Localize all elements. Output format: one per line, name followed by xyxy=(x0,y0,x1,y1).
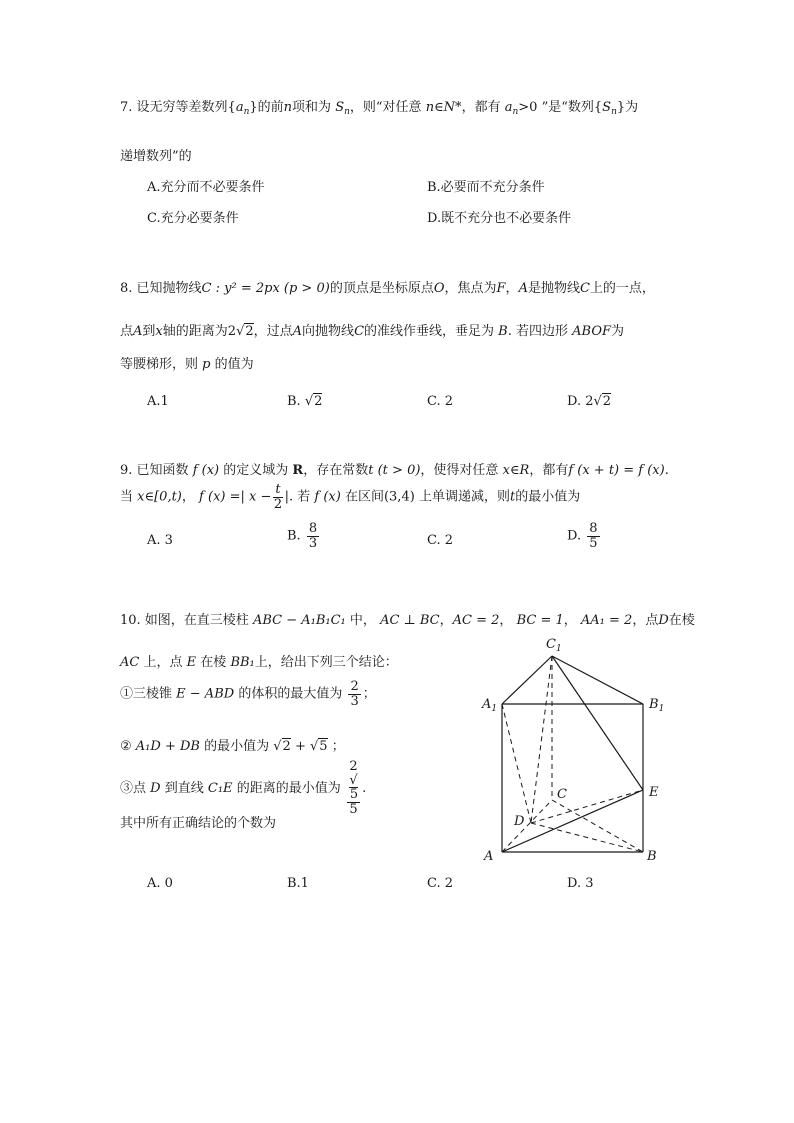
edge-c-b xyxy=(552,800,643,852)
q9-line-2: 当 x∈[0,t)， f (x) =| x − $\frac{t}{2}$ |. 若 f (x) 在区间(3,4) 上单调递减，则t的最小值为 xyxy=(120,482,581,512)
q9-option-d[interactable]: D. $\frac{8}{5}$ xyxy=(567,521,598,551)
q9-option-b[interactable]: B. $\frac{8}{3}$ xyxy=(287,521,318,551)
q7-line-1: 7. 设无穷等差数列$\{a_n\}$的前n项和为 $S_n$，则“对任意 n∈N*，都有 $a_n>0$ ”是“数列$\{S_n\}$为 xyxy=(120,100,639,117)
label-d: D xyxy=(514,814,525,829)
q9-line-1: 9. 已知函数 f (x) 的定义域为 R，存在常数t (t > 0)，使得对任意 x∈R，都有f (x + t) = f (x). xyxy=(120,463,669,478)
q10-option-b[interactable]: B.1 xyxy=(287,876,309,891)
q8-option-c[interactable]: C. 2 xyxy=(427,394,454,409)
q10-conclusion-1: ①三棱锥 E − ABD 的体积的最大值为 $\frac{2}{3}$ ； xyxy=(120,679,376,709)
q8-line-2: 点A到x轴的距离为2√2，过点A向抛物线C的准线作垂线，垂足为 B. 若四边形 ABOF为 xyxy=(120,324,625,339)
q7-option-d[interactable]: D.既不充分也不必要条件 xyxy=(427,211,572,226)
q7-line-2: 递增数列”的 xyxy=(120,149,192,164)
q10-conclusion-2: ② A₁D + DB 的最小值为 √2 + √5 ； xyxy=(120,739,345,754)
q10-option-c[interactable]: C. 2 xyxy=(427,876,454,891)
edge-a1-d xyxy=(502,704,531,823)
q10-line-2: AC 上，点 E 在棱 BB₁上，给出下列三个结论： xyxy=(120,655,398,670)
q10-line-6: 其中所有正确结论的个数为 xyxy=(120,816,277,831)
q8-option-b[interactable]: B. √2 xyxy=(287,394,323,409)
edge-c1-b1 xyxy=(552,656,643,704)
q9-option-a[interactable]: A. 3 xyxy=(147,533,173,548)
label-a1: $A_1$ xyxy=(482,697,498,714)
q10-option-a[interactable]: A. 0 xyxy=(147,876,173,891)
edge-d-b xyxy=(531,823,643,852)
q7-option-a[interactable]: A.充分而不必要条件 xyxy=(147,180,265,195)
q7-option-c[interactable]: C.充分必要条件 xyxy=(147,211,239,226)
label-b: B xyxy=(647,849,657,864)
q9-option-c[interactable]: C. 2 xyxy=(427,533,454,548)
q10-line-1: 10. 如图，在直三棱柱 ABC − A₁B₁C₁ 中， AC ⊥ BC，AC = 2， BC = 1， AA₁ = 2，点D在棱 xyxy=(120,613,695,628)
q7-option-b[interactable]: B.必要而不充分条件 xyxy=(427,180,545,195)
label-b1: $B_1$ xyxy=(649,697,665,714)
edge-a1-c1 xyxy=(502,656,552,704)
q9-fraction-8-over-3: $\frac{8}{3}$ xyxy=(308,521,318,551)
q10-fraction-2-over-3: $\frac{2}{3}$ xyxy=(350,679,359,709)
label-c: C xyxy=(557,787,567,802)
edge-d-e xyxy=(531,790,643,823)
q9-fraction-8-over-5: $\frac{8}{5}$ xyxy=(589,521,598,551)
edge-c1-e xyxy=(552,656,643,790)
q10-fraction-2root5-over-5: 2 √ 5 5 xyxy=(347,760,360,817)
q8-line-1: 8. 已知抛物线C : y² = 2px (p > 0)的顶点是坐标原点O，焦点为F，A是抛物线C上的一点， xyxy=(120,281,655,296)
q10-option-d[interactable]: D. 3 xyxy=(567,876,594,891)
q8-option-d[interactable]: D. 2√2 xyxy=(567,394,612,409)
prism-figure xyxy=(470,628,680,878)
q10-conclusion-3: ③点 D 到直线 C₁E 的距离的最小值为 2 √ 5 5 . xyxy=(120,759,367,817)
q8-line-3: 等腰梯形，则 p 的值为 xyxy=(120,357,254,372)
q8-option-a[interactable]: A.1 xyxy=(147,394,169,409)
edge-c1-d xyxy=(531,656,552,823)
q9-fraction-t-over-2: $\frac{t}{2}$ xyxy=(273,482,283,512)
label-c1: $C_1$ xyxy=(546,637,562,654)
label-a: A xyxy=(484,849,494,864)
label-e: E xyxy=(649,785,659,800)
